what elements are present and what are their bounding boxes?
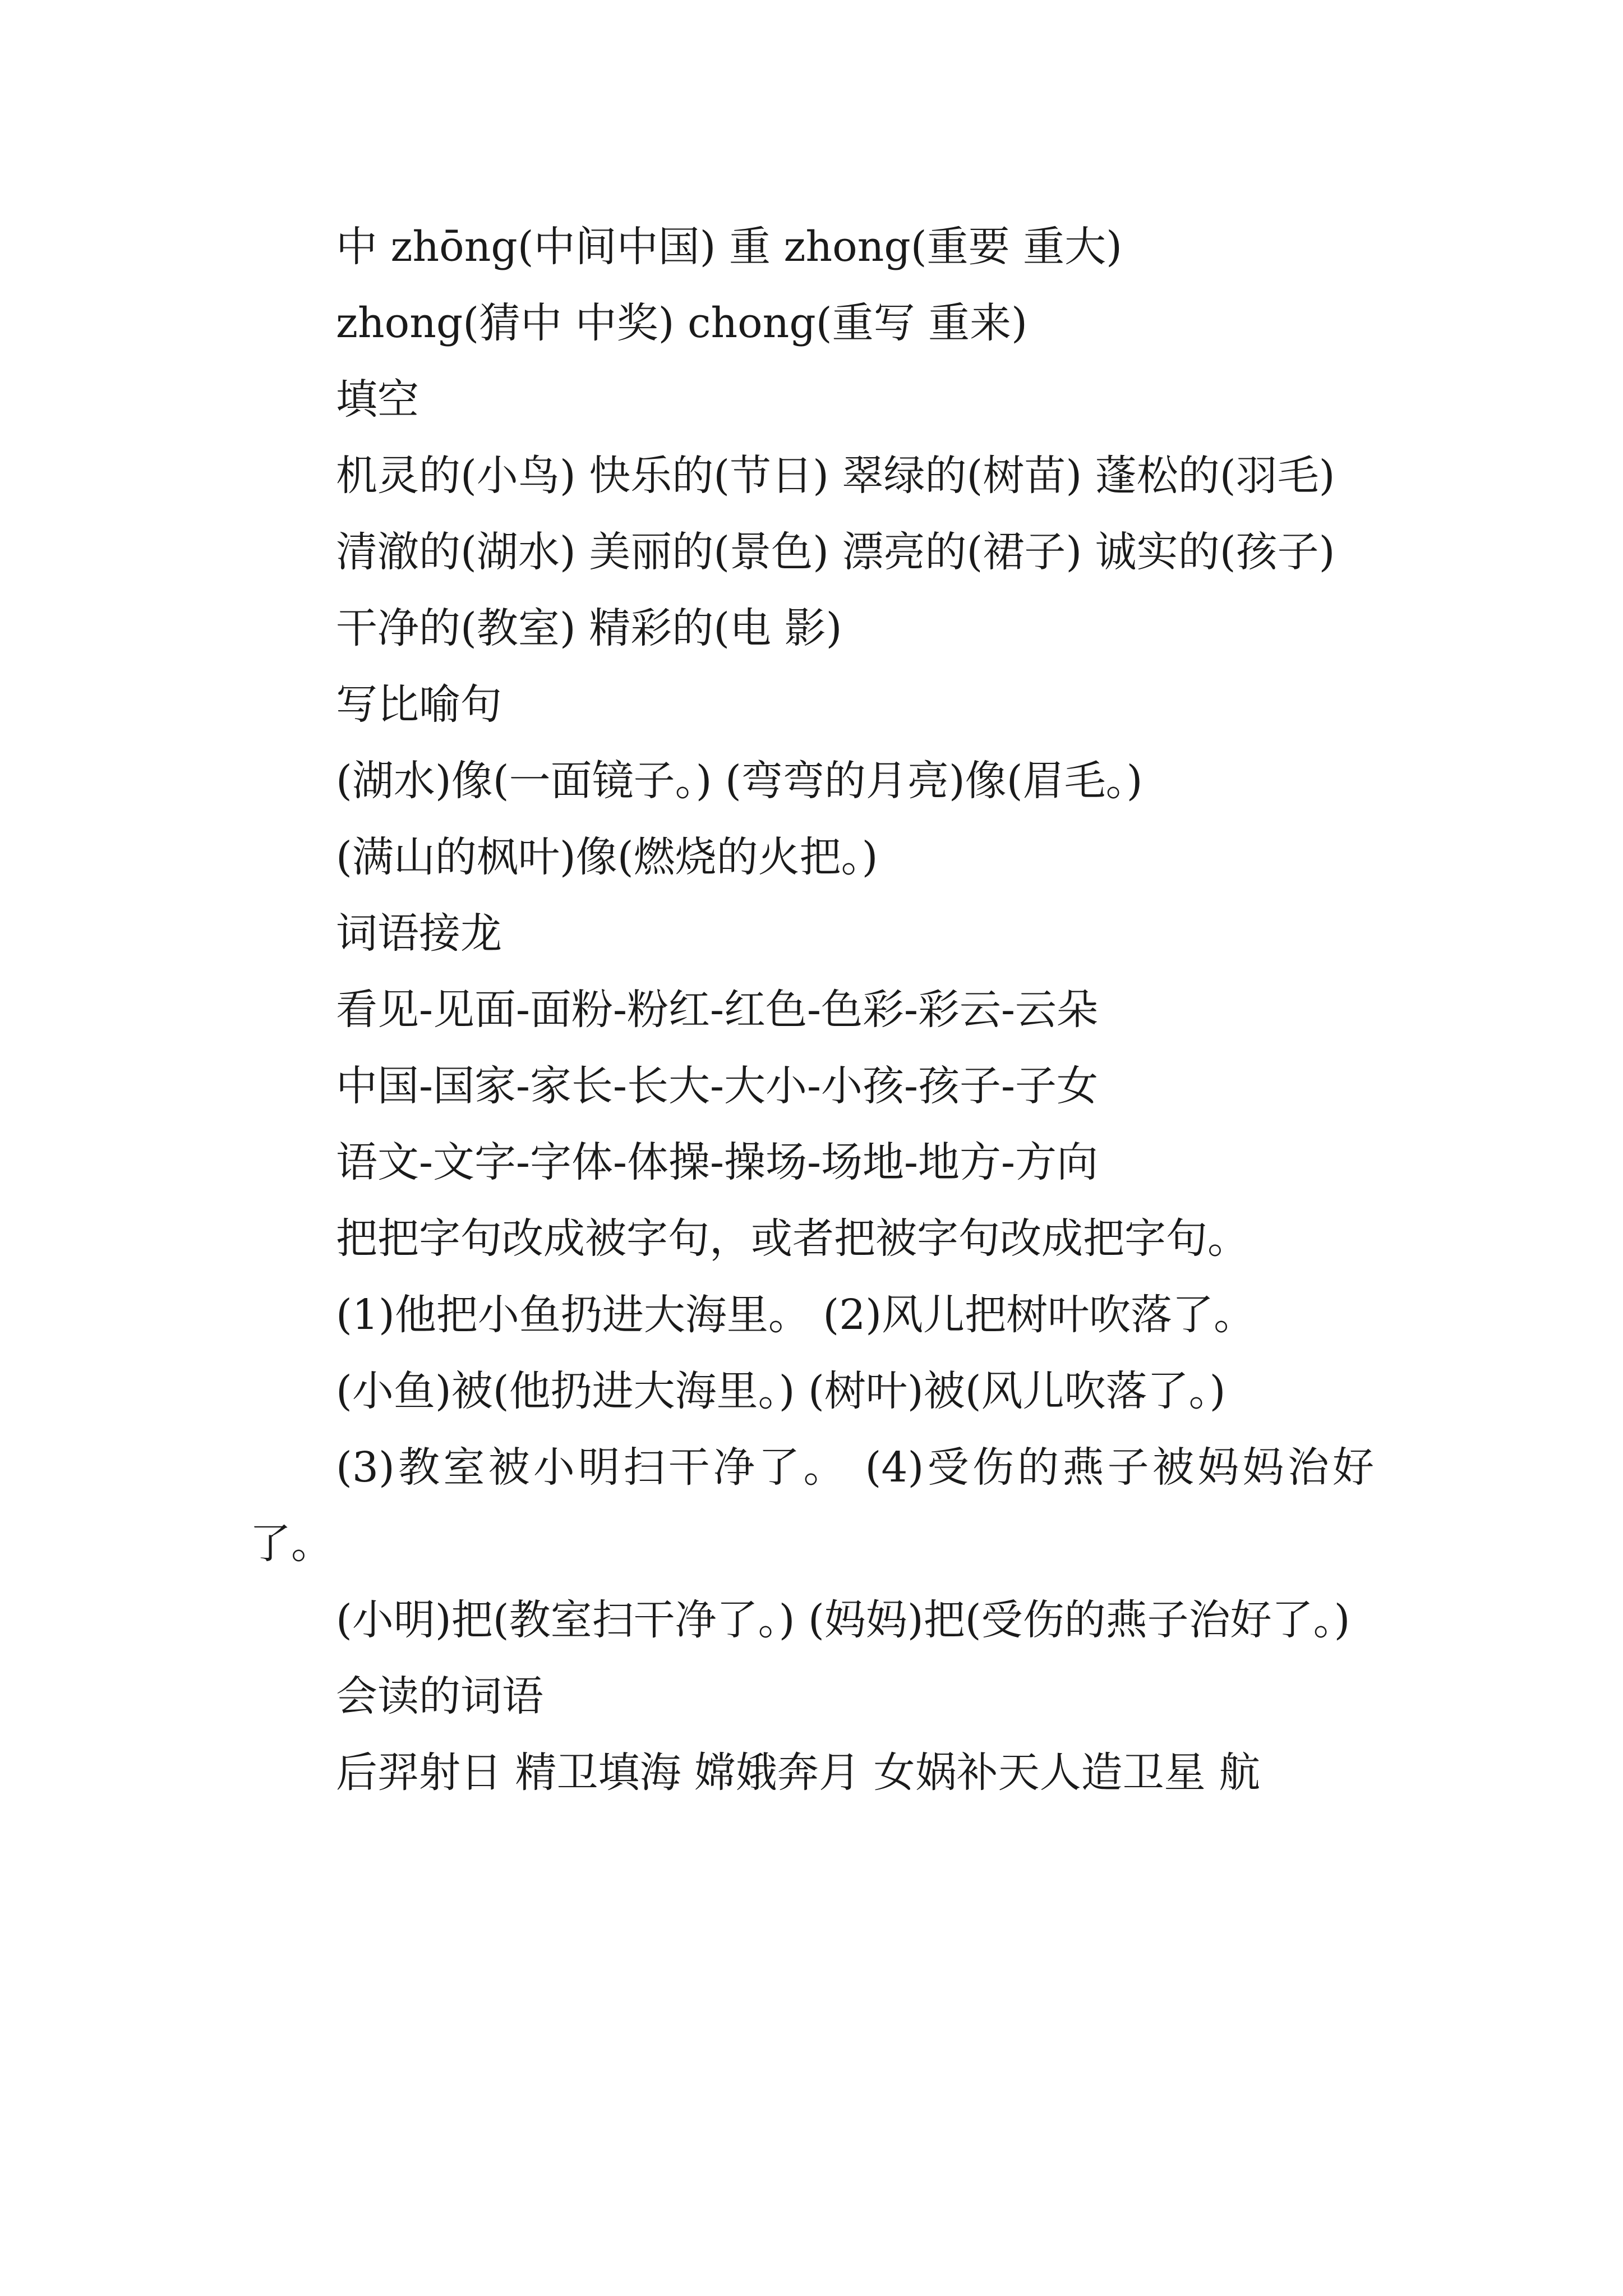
heading-word-chain: 词语接龙: [336, 909, 502, 958]
paragraph-conversion-2: (小鱼)被(他扔进大海里。) (树叶)被(风儿吹落了。): [336, 1367, 1226, 1415]
paragraph-word-chain-3: 语文-文字-字体-体操-操场-场地-地方-方向: [336, 1138, 1099, 1186]
heading-fill-blank: 填空: [336, 375, 419, 424]
heading-readable-words: 会读的词语: [336, 1672, 543, 1720]
document-body: [250, 209, 1374, 1811]
paragraph-fill-blank-1: 机灵的(小鸟) 快乐的(节日) 翠绿的(树苗) 蓬松的(羽毛): [336, 452, 1335, 500]
paragraph-fill-blank-3: 干净的(教室) 精彩的(电 影): [336, 604, 842, 652]
paragraph-word-chain-1: 看见-见面-面粉-粉红-红色-色彩-彩云-云朵: [336, 986, 1099, 1034]
paragraph-readable-words: 后羿射日 精卫填海 嫦娥奔月 女娲补天人造卫星 航: [336, 1749, 1261, 1797]
heading-sentence-conversion: 把把字句改成被字句，或者把被字句改成把字句。: [336, 1214, 1249, 1263]
paragraph-pinyin-chong: zhong(猜中 中奖) chong(重写 重来): [336, 299, 1027, 347]
heading-simile: 写比喻句: [336, 680, 502, 729]
paragraph-conversion-3: (3)教室被小明扫干净了。 (4)受伤的燕子被妈妈治好了。: [250, 1443, 1374, 1568]
paragraph-simile-2: (满山的枫叶)像(燃烧的火把。): [336, 833, 878, 881]
paragraph-conversion-1: (1)他把小鱼扔进大海里。 (2)风儿把树叶吹落了。: [336, 1291, 1256, 1339]
paragraph-conversion-4: (小明)把(教室扫干净了。) (妈妈)把(受伤的燕子治好了。): [336, 1596, 1350, 1644]
paragraph-word-chain-2: 中国-国家-家长-长大-大小-小孩-孩子-子女: [336, 1062, 1099, 1110]
paragraph-pinyin-zhong: 中 zhōng(中间中国) 重 zhong(重要 重大): [336, 223, 1123, 271]
paragraph-simile-1: (湖水)像(一面镜子。) (弯弯的月亮)像(眉毛。): [336, 757, 1143, 805]
paragraph-fill-blank-2: 清澈的(湖水) 美丽的(景色) 漂亮的(裙子) 诚实的(孩子): [336, 528, 1335, 576]
